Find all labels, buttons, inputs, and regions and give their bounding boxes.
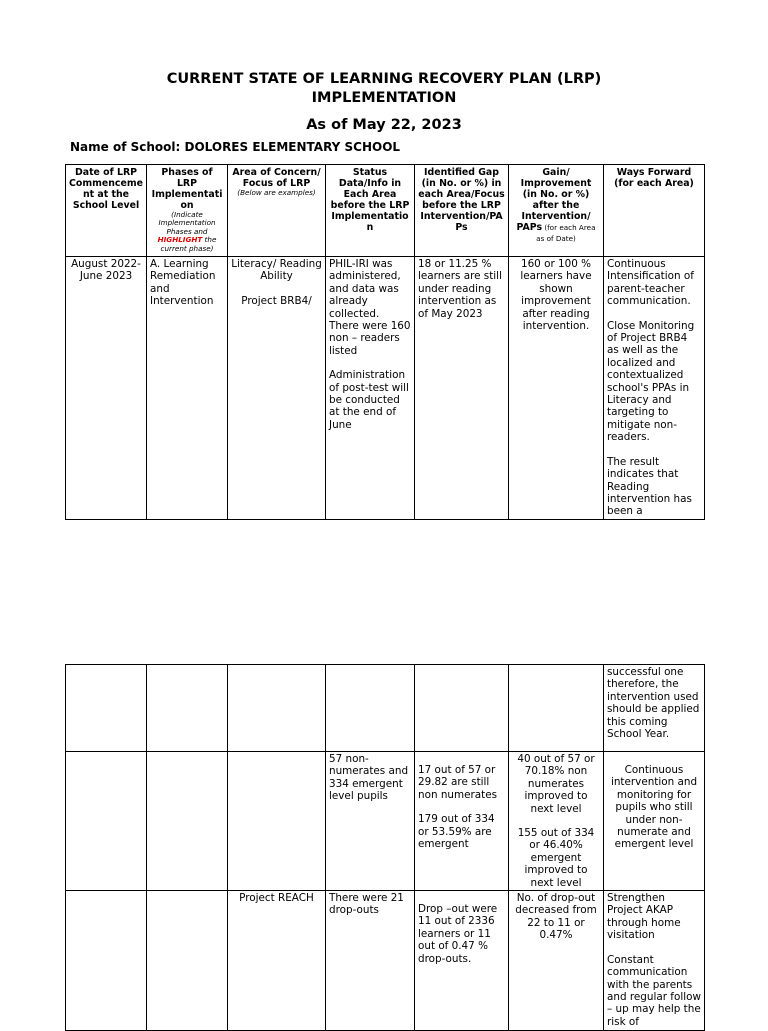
- as-of-date: As of May 22, 2023: [306, 117, 462, 133]
- cell-status: There were 21 drop-outs: [326, 891, 415, 1031]
- empty-cell: [326, 665, 415, 752]
- cell-phase: A. Learning Remediation and Intervention: [147, 257, 228, 520]
- cell-gain: 40 out of 57 or 70.18% non numerates improved to next level 155 out of 334 or 46.40% emergent improved to next level: [509, 752, 604, 891]
- empty-cell: [66, 752, 147, 891]
- cell-gap: 17 out of 57 or 29.82 are still non numerates 179 out of 334 or 53.59% are emergent: [415, 752, 509, 891]
- header-gain: Gain/ Improvement (in No. or %) after the Intervention/ PAPs (for each Area as of Date): [509, 165, 604, 257]
- empty-cell: [147, 752, 228, 891]
- cell-gap: Drop –out were 11 out of 2336 learners or 11 out of 0.47 % drop-outs.: [415, 891, 509, 1031]
- table-row: [66, 665, 705, 752]
- cell-gain: 160 or 100 % learners have shown improvement after reading intervention.: [509, 257, 604, 520]
- highlight-word: HIGHLIGHT: [157, 235, 203, 245]
- cell-ways-forward: Continuous intervention and monitoring for pupils who still under non-numerate and emergent level: [604, 752, 705, 891]
- cell-date: August 2022-June 2023: [66, 257, 147, 520]
- empty-cell: [415, 665, 509, 752]
- header-phases: Phases of LRP Implementation (Indicate Implementation Phases and HIGHLIGHT the current phase): [147, 165, 228, 257]
- header-row: [66, 165, 705, 257]
- document-title-line-1: CURRENT STATE OF LEARNING RECOVERY PLAN (LRP): [166, 71, 602, 87]
- lrp-table-page-2: [65, 664, 705, 1031]
- cell-status: 57 non-numerates and 334 emergent level pupils: [326, 752, 415, 891]
- empty-cell: [228, 752, 326, 891]
- header-ways-forward: Ways Forward (for each Area): [604, 165, 705, 257]
- header-date: Date of LRP Commencement at the School Level: [66, 165, 147, 257]
- empty-cell: [147, 665, 228, 752]
- empty-cell: [147, 891, 228, 1031]
- header-status: Status Data/Info in Each Area before the LRP Implementation: [326, 165, 415, 257]
- header-gap: Identified Gap (in No. or %) in each Area/Focus before the LRP Intervention/PAPs: [415, 165, 509, 257]
- empty-cell: [66, 891, 147, 1031]
- cell-ways-forward: Strengthen Project AKAP through home visitation Constant communication with the parents and regular follow – up may help the risk of: [604, 891, 705, 1031]
- table-row: [66, 257, 705, 520]
- document-title-line-2: IMPLEMENTATION: [311, 90, 457, 106]
- cell-area: Project REACH: [228, 891, 326, 1031]
- empty-cell: [228, 665, 326, 752]
- table-row: [66, 891, 705, 1031]
- cell-ways-forward: Continuous Intensification of parent-teacher communication. Close Monitoring of Project BRB4 as well as the localized and contextualized school's PPAs in Literacy and targeting to mitigate non-readers. The result indicates that Reading intervention has been a: [604, 257, 705, 520]
- lrp-table-page-1: [65, 164, 705, 520]
- school-name: Name of School: DOLORES ELEMENTARY SCHOOL: [70, 140, 401, 154]
- cell-ways-forward: successful one therefore, the intervention used should be applied this coming School Year.: [604, 665, 705, 752]
- header-area: Area of Concern/ Focus of LRP (Below are examples): [228, 165, 326, 257]
- empty-cell: [509, 665, 604, 752]
- cell-gain: No. of drop-out decreased from 22 to 11 or 0.47%: [509, 891, 604, 1031]
- cell-gap: 18 or 11.25 % learners are still under reading intervention as of May 2023: [415, 257, 509, 520]
- cell-status: PHIL-IRI was administered, and data was already collected. There were 160 non – readers listed Administration of post-test will be conducted at the end of June: [326, 257, 415, 520]
- cell-area: Literacy/ Reading Ability Project BRB4/: [228, 257, 326, 520]
- empty-cell: [66, 665, 147, 752]
- table-row: [66, 752, 705, 891]
